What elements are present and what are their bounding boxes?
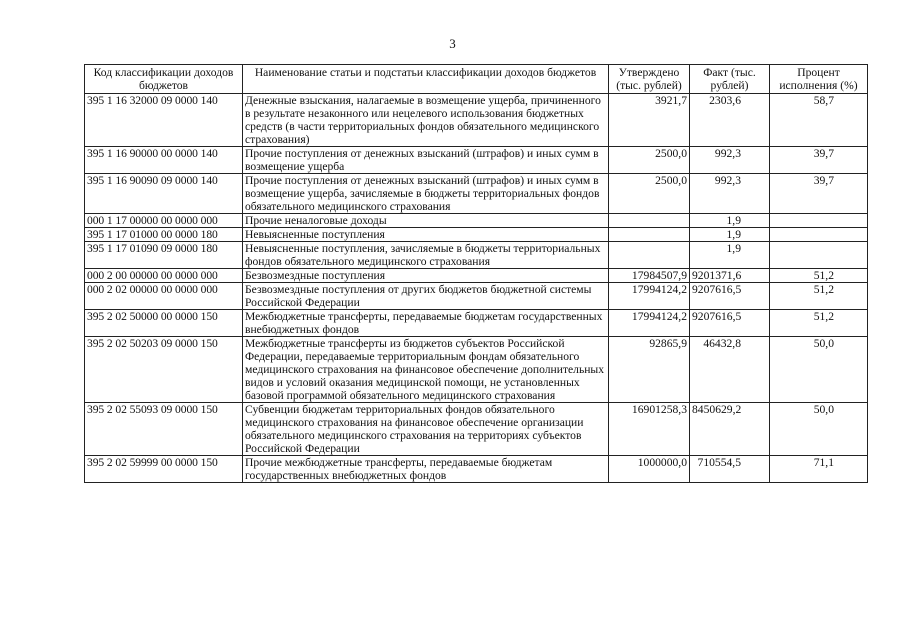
row-percent: 50,0 <box>770 337 868 403</box>
row-code: 395 2 02 50000 00 0000 150 <box>85 310 243 337</box>
header-fact: Факт (тыс. рублей) <box>690 65 770 94</box>
row-fact: 9207616,5 <box>690 283 770 310</box>
header-name: Наименование статьи и подстатьи классификации доходов бюджетов <box>243 65 609 94</box>
row-code: 395 1 17 01090 09 0000 180 <box>85 242 243 269</box>
table-row <box>85 94 868 147</box>
header-code: Код классификации доходов бюджетов <box>85 65 243 94</box>
row-percent <box>770 214 868 228</box>
row-fact: 992,3 <box>690 147 770 174</box>
row-percent: 39,7 <box>770 147 868 174</box>
table-header-row <box>85 65 868 94</box>
row-code: 395 1 16 32000 09 0000 140 <box>85 94 243 147</box>
row-approved: 17994124,2 <box>609 310 690 337</box>
table-row <box>85 228 868 242</box>
row-approved: 17994124,2 <box>609 283 690 310</box>
row-code: 395 2 02 59999 00 0000 150 <box>85 456 243 483</box>
table-row <box>85 310 868 337</box>
row-name: Безвозмездные поступления <box>243 269 609 283</box>
row-approved: 92865,9 <box>609 337 690 403</box>
row-approved: 2500,0 <box>609 147 690 174</box>
row-approved: 16901258,3 <box>609 403 690 456</box>
row-code: 000 2 00 00000 00 0000 000 <box>85 269 243 283</box>
table-row <box>85 242 868 269</box>
row-fact: 1,9 <box>690 214 770 228</box>
row-code: 000 1 17 00000 00 0000 000 <box>85 214 243 228</box>
row-name: Денежные взыскания, налагаемые в возмещение ущерба, причиненного в результате незаконного или нецелевого использования бюджетных средств (в части территориальных фондов обязательного медицинского страхования) <box>243 94 609 147</box>
row-approved: 17984507,9 <box>609 269 690 283</box>
row-fact: 9201371,6 <box>690 269 770 283</box>
row-code: 000 2 02 00000 00 0000 000 <box>85 283 243 310</box>
table-row <box>85 214 868 228</box>
row-percent <box>770 228 868 242</box>
row-fact: 9207616,5 <box>690 310 770 337</box>
row-name: Прочие неналоговые доходы <box>243 214 609 228</box>
row-name: Межбюджетные трансферты, передаваемые бюджетам государственных внебюджетных фондов <box>243 310 609 337</box>
row-fact: 992,3 <box>690 174 770 214</box>
revenue-table <box>84 64 868 483</box>
row-fact: 2303,6 <box>690 94 770 147</box>
table-row <box>85 269 868 283</box>
row-code: 395 1 16 90090 09 0000 140 <box>85 174 243 214</box>
row-code: 395 1 17 01000 00 0000 180 <box>85 228 243 242</box>
row-approved <box>609 228 690 242</box>
row-approved: 2500,0 <box>609 174 690 214</box>
table-row <box>85 147 868 174</box>
page-number: 3 <box>449 36 456 51</box>
row-percent: 50,0 <box>770 403 868 456</box>
row-approved <box>609 242 690 269</box>
row-percent <box>770 242 868 269</box>
row-code: 395 1 16 90000 00 0000 140 <box>85 147 243 174</box>
row-name: Прочие поступления от денежных взысканий (штрафов) и иных сумм в возмещение ущерба <box>243 147 609 174</box>
row-code: 395 2 02 55093 09 0000 150 <box>85 403 243 456</box>
row-percent: 51,2 <box>770 269 868 283</box>
table-row <box>85 337 868 403</box>
row-fact: 46432,8 <box>690 337 770 403</box>
row-percent: 51,2 <box>770 283 868 310</box>
row-fact: 710554,5 <box>690 456 770 483</box>
row-name: Невыясненные поступления, зачисляемые в бюджеты территориальных фондов обязательного медицинского страхования <box>243 242 609 269</box>
row-approved: 3921,7 <box>609 94 690 147</box>
row-percent: 58,7 <box>770 94 868 147</box>
row-fact: 1,9 <box>690 242 770 269</box>
row-fact: 1,9 <box>690 228 770 242</box>
header-percent: Процент исполнения (%) <box>770 65 868 94</box>
row-approved <box>609 214 690 228</box>
header-approved: Утверждено (тыс. рублей) <box>609 65 690 94</box>
row-name: Прочие поступления от денежных взысканий (штрафов) и иных сумм в возмещение ущерба, зачисляемые в бюджеты территориальных фондов обязательного медицинского страхования <box>243 174 609 214</box>
row-percent: 39,7 <box>770 174 868 214</box>
table-row <box>85 174 868 214</box>
row-percent: 71,1 <box>770 456 868 483</box>
table-row <box>85 283 868 310</box>
row-name: Невыясненные поступления <box>243 228 609 242</box>
row-name: Межбюджетные трансферты из бюджетов субъектов Российской Федерации, передаваемые территориальным фондам обязательного медицинского страхования на финансовое обеспечение дополнительных видов и условий оказания медицинской помощи, не установленных базовой программой обязательного медицинского страхования <box>243 337 609 403</box>
table-row <box>85 403 868 456</box>
table-row <box>85 456 868 483</box>
row-name: Субвенции бюджетам территориальных фондов обязательного медицинского страхования на финансовое обеспечение организации обязательного медицинского страхования на территориях субъектов Российской Федерации <box>243 403 609 456</box>
row-name: Безвозмездные поступления от других бюджетов бюджетной системы Российской Федерации <box>243 283 609 310</box>
row-approved: 1000000,0 <box>609 456 690 483</box>
row-code: 395 2 02 50203 09 0000 150 <box>85 337 243 403</box>
row-fact: 8450629,2 <box>690 403 770 456</box>
row-name: Прочие межбюджетные трансферты, передаваемые бюджетам государственных внебюджетных фондов <box>243 456 609 483</box>
row-percent: 51,2 <box>770 310 868 337</box>
